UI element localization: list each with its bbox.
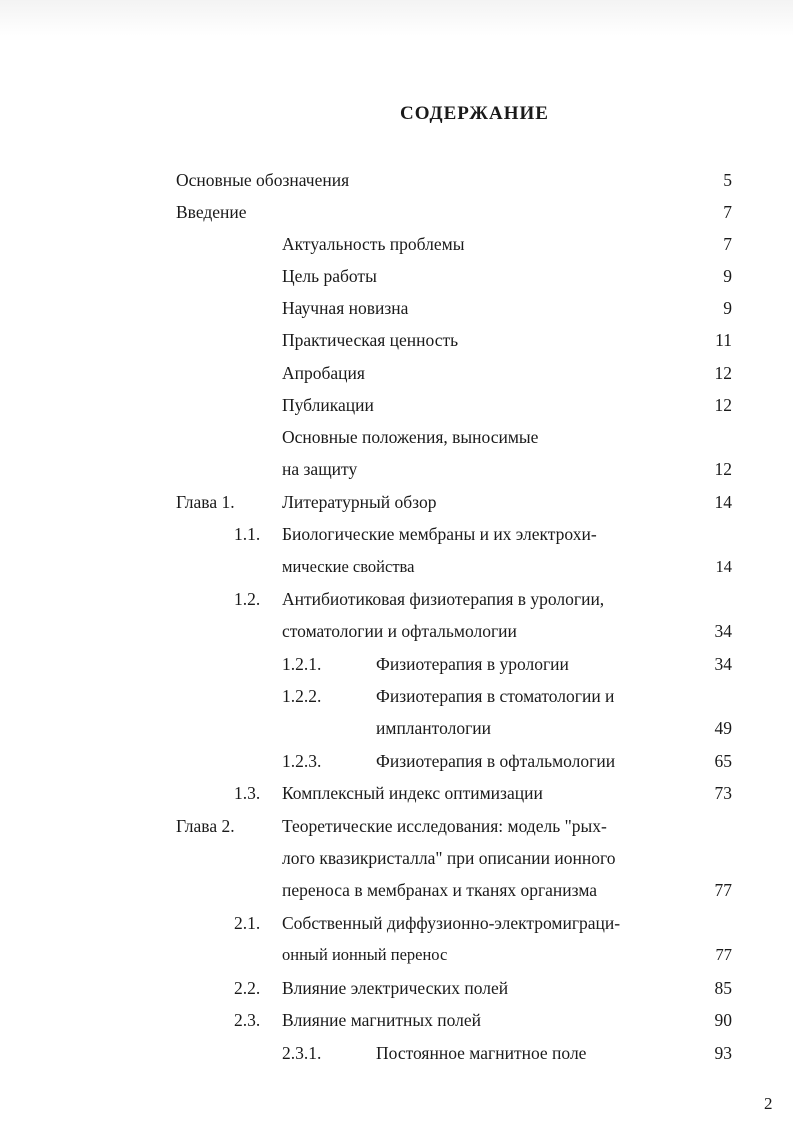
toc-entry-title: Антибиотиковая физиотерапия в урологии, <box>282 589 605 609</box>
toc-entry-2-2 <box>0 976 793 1000</box>
toc-entry-page: 14 <box>715 557 732 576</box>
toc-entry-title: Основные положения, выносимые <box>282 427 539 447</box>
toc-entry-title: стоматологии и офтальмологии <box>282 621 517 641</box>
toc-entry-number: 1.2.1. <box>282 654 322 674</box>
toc-entry-title: Собственный диффузионно-электромиграци- <box>282 913 621 933</box>
toc-entry-main-notation <box>0 168 793 192</box>
toc-entry-page: 5 <box>723 170 732 190</box>
toc-entry-page: 34 <box>714 654 732 674</box>
toc-entry-2-1 <box>0 911 793 935</box>
toc-entry-title: Физиотерапия в офтальмологии <box>376 751 616 771</box>
toc-entry-number: 1.2. <box>234 589 261 609</box>
toc-entry-title: онный ионный перенос <box>282 945 448 964</box>
toc-entry-title: имплантологии <box>376 718 491 738</box>
toc-entry-1-2-2-cont <box>0 716 793 740</box>
toc-entry-intro <box>0 200 793 224</box>
toc-entry-chapter-1 <box>0 490 793 514</box>
toc-entry-title: Физиотерапия в урологии <box>376 654 569 674</box>
toc-entry-number: 1.3. <box>234 783 261 803</box>
toc-entry-number: Глава 1. <box>176 492 235 512</box>
toc-entry-title: Теоретические исследования: модель "рых- <box>282 816 607 836</box>
toc-entry-page: 11 <box>715 330 732 350</box>
toc-entry-title: Влияние магнитных полей <box>282 1010 481 1030</box>
toc-entry-title: Физиотерапия в стоматологии и <box>376 686 615 706</box>
toc-entry-1-3 <box>0 781 793 805</box>
toc-entry-page: 34 <box>714 621 732 641</box>
toc-entry-number: Глава 2. <box>176 816 235 836</box>
toc-entry-page: 90 <box>714 1010 732 1030</box>
toc-entry-page: 12 <box>714 459 732 479</box>
toc-entry-page: 77 <box>714 880 732 900</box>
toc-entry-title: Практическая ценность <box>282 330 459 350</box>
toc-entry-page: 9 <box>723 266 732 286</box>
toc-entry-page: 12 <box>714 395 732 415</box>
toc-entry-title: Биологические мембраны и их электрохи- <box>282 524 597 544</box>
toc-entry-title: Постоянное магнитное поле <box>376 1043 587 1063</box>
toc-entry-1-2 <box>0 587 793 611</box>
toc-entry-2-1-cont <box>0 943 793 967</box>
page-number: 2 <box>764 1094 773 1113</box>
toc-entry-number: 2.3.1. <box>282 1043 322 1063</box>
toc-entry-page: 7 <box>723 234 732 254</box>
toc-entry-chapter-2-cont-2 <box>0 878 793 902</box>
toc-entry-1-2-1 <box>0 652 793 676</box>
toc-entry-number: 1.1. <box>234 524 261 544</box>
toc-entry-number: 2.3. <box>234 1010 261 1030</box>
toc-entry-title: лого квазикристалла" при описании ионного <box>282 848 616 868</box>
toc-entry-number: 2.2. <box>234 978 261 998</box>
toc-entry-page: 93 <box>714 1043 732 1063</box>
toc-entry-publications <box>0 393 793 417</box>
toc-entry-number: 1.2.3. <box>282 751 322 771</box>
toc-entry-novelty <box>0 296 793 320</box>
toc-entry-page: 77 <box>715 945 732 964</box>
toc-entry-title: Публикации <box>282 395 374 415</box>
toc-entry-theses-cont <box>0 457 793 481</box>
toc-entry-title: переноса в мембранах и тканях организма <box>282 880 598 900</box>
toc-entry-title: Введение <box>176 202 247 222</box>
toc-entry-title: Комплексный индекс оптимизации <box>282 783 543 803</box>
toc-entry-practical <box>0 328 793 352</box>
toc-entry-1-1 <box>0 522 793 546</box>
page-title: СОДЕРЖАНИЕ <box>400 103 549 124</box>
toc-entry-number: 2.1. <box>234 913 261 933</box>
toc-entry-chapter-2 <box>0 814 793 838</box>
toc-entry-title: Литературный обзор <box>282 492 437 512</box>
toc-entry-goal <box>0 264 793 288</box>
toc-entry-1-1-cont <box>0 555 793 579</box>
toc-entry-page: 12 <box>714 363 732 383</box>
toc-entry-page: 9 <box>723 298 732 318</box>
toc-entry-title: мические свойства <box>282 557 415 576</box>
toc-entry-2-3-1 <box>0 1041 793 1065</box>
toc-entry-relevance <box>0 232 793 256</box>
toc-entry-title: Апробация <box>282 363 365 383</box>
toc-entry-number: 1.2.2. <box>282 686 322 706</box>
toc-entry-page: 65 <box>714 751 732 771</box>
toc-entry-page: 49 <box>714 718 732 738</box>
toc-entry-title: Научная новизна <box>282 298 409 318</box>
toc-entry-title: Влияние электрических полей <box>282 978 509 998</box>
toc-entry-theses <box>0 425 793 449</box>
toc-entry-approbation <box>0 361 793 385</box>
toc-entry-1-2-2 <box>0 684 793 708</box>
toc-entry-2-3 <box>0 1008 793 1032</box>
toc-entry-1-2-cont <box>0 619 793 643</box>
toc-entry-page: 7 <box>723 202 732 222</box>
toc-entry-page: 14 <box>714 492 732 512</box>
toc-entry-title: Актуальность проблемы <box>282 234 465 254</box>
toc-entry-chapter-2-cont <box>0 846 793 870</box>
toc-entry-1-2-3 <box>0 749 793 773</box>
toc-entry-title: Цель работы <box>282 266 377 286</box>
toc-entry-page: 73 <box>714 783 732 803</box>
toc-entry-title: Основные обозначения <box>176 170 350 190</box>
toc-entry-title: на защиту <box>282 459 358 479</box>
toc-entry-page: 85 <box>714 978 732 998</box>
